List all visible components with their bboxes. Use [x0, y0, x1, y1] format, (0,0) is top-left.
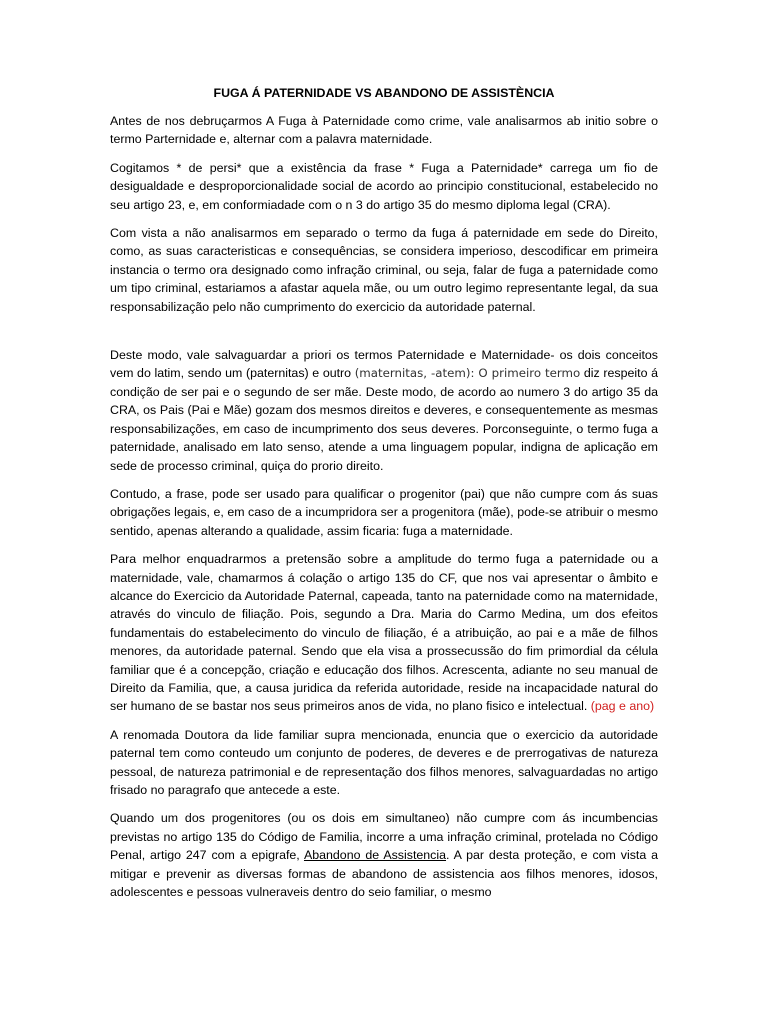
- document-title: FUGA Á PATERNIDADE VS ABANDONO DE ASSISTÈNCIA: [213, 86, 555, 100]
- paragraph-4: [110, 346, 658, 475]
- paragraph-4-text-a: Deste modo, vale salvaguardar a priori os termos Paternidade e Maternidade- os dois conceitos vem do latim, sendo um (paternitas) e outro: [110, 348, 658, 381]
- paragraph-4-latin-term: (maternitas, -atem): O primeiro termo: [354, 366, 581, 381]
- citation-note: (pag e ano): [590, 699, 655, 714]
- paragraph-2: Cogitamos * de persi* que a existência da frase * Fuga a Paternidade* carrega um fio de desigualdade e desproporcionalidade social de acordo ao principio constitucional, estabelecido no seu artigo 23, e, em conformiadade com o n 3 do artigo 35 do mesmo diploma legal (CRA).: [110, 160, 658, 212]
- paragraph-7: A renomada Doutora da lide familiar supra mencionada, enuncia que o exercicio da autoridade paternal tem como conteudo um conjunto de poderes, de deveres e de prerrogativas de natureza pessoal, de natureza patrimonial e de representação dos filhos menores, salvaguardadas no artigo frisado no paragrafo que antecede a este.: [110, 727, 658, 797]
- paragraph-8-text-a: Quando um dos progenitores (ou os dois em simultaneo) não cumpre com ás incumbencias previstas no artigo 135 do Código de Familia, incorre a uma infração criminal, protelada no Código Penal, artigo 247 com a epigrafe,: [110, 811, 658, 863]
- underlined-epigraph: Abandono de Assistencia: [303, 848, 447, 863]
- paragraph-3: Com vista a não analisarmos em separado o termo da fuga á paternidade em sede do Direito, como, as suas caracteristicas e consequências, se considera imperioso, descodificar em primeira instancia o termo ora designado como infração criminal, ou seja, falar de fuga a paternidade como um tipo criminal, estariamos a afastar aquela mãe, ou um outro legimo representante legal, da sua responsabilização pelo não cumprimento do exercicio da autoridade paternal.: [110, 226, 658, 314]
- paragraph-5: Contudo, a frase, pode ser usado para qualificar o progenitor (pai) que não cumpre com ás suas obrigações legais, e, em caso de a incumpridora ser a progenitora (mãe), pode-se atribuir o mesmo sentido, apenas alterando a qualidade, assim ficaria: fuga a maternidade.: [110, 486, 658, 538]
- paragraph-8: [110, 809, 658, 901]
- paragraph-6: [110, 550, 658, 716]
- paragraph-6-text: Para melhor enquadrarmos a pretensão sobre a amplitude do termo fuga a paternidade ou a maternidade, vale, chamarmos á colação o artigo 135 do CF, que nos vai apresentar o âmbito e alcance do Exercicio da Autoridade Paternal, capeada, tanto na paternidade como na maternidade, através do vinculo de filiação. Pois, segundo a Dra. Maria do Carmo Medina, um dos efeitos fundamentais do estabelecimento do vinculo de filiação, é a atribuição, ao pai e a mãe de filhos menores, da autoridade paternal. Sendo que ela visa a prossecussão do fim primordial da célula familiar que é a concepção, criação e educação dos filhos. Acrescenta, adiante no seu manual de Direito da Familia, que, a causa juridica da referida autoridade, reside na incapacidade natural do ser humano de se bastar nos seus primeiros anos de vida, no plano fisico e intelectual.: [110, 552, 658, 714]
- paragraph-4-text-c: diz respeito á condição de ser pai e o segundo de ser mãe. Deste modo, de acordo ao numero 3 do artigo 35 da CRA, os Pais (Pai e Mãe) gozam dos mesmos direitos e deveres, e consequentemente as mesmas responsabilizações, em caso de incumprimento dos seus deveres. Porconseguinte, o termo fuga a paternidade, analisado em lato senso, atende a uma linguagem popular, indigna de aplicação em sede de processo criminal, quiça do prorio direito.: [110, 366, 659, 473]
- paragraph-8-text-b: . A par desta proteção, e com vista a mitigar e prevenir as diversas formas de abandono de assistencia aos filhos menores, idosos, adolescentes e pessoas vulneraveis dentro do seio familiar, o mesmo: [110, 848, 658, 900]
- paragraph-1: Antes de nos debruçarmos A Fuga à Paternidade como crime, vale analisarmos ab initio sobre o termo Parternidade e, alternar com a palavra maternidade.: [110, 114, 658, 147]
